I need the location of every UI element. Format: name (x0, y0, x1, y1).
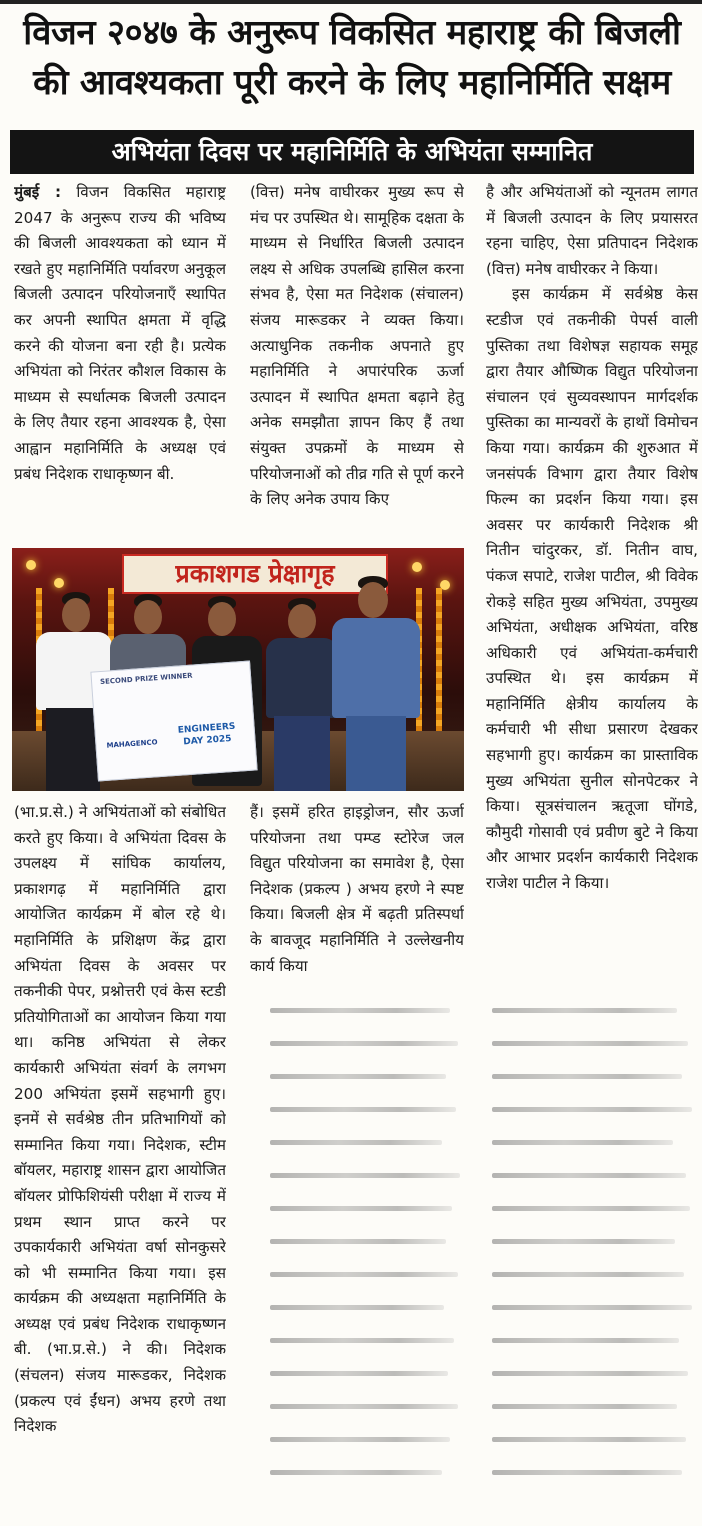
faded-text-block (492, 1008, 698, 1518)
column-2-top-text: (वित्त) मनेष वाघीरकर मुख्य रूप से मंच पर उपस्थित थे। सामूहिक दक्षता के माध्यम से निर्धारित बिजली उत्पादन लक्ष्य से अधिक उपलब्धि हासिल करना संभव है, ऐसा मत निदेशक (संचालन) संजय मारूडकर ने व्यक्त किया। अत्याधुनिक तकनीक अपनाते हुए महानिर्मिति ने अपारंपरिक ऊर्जा उत्पादन में स्थापित क्षमता बढ़ाने हेतु अनेक समझौता ज्ञापन किए हैं तथा संयुक्त उपक्रमों के माध्यम से परियोजनाओं को तीव्र गति से पूर्ण करने के लिए अनेक उपाय किए (250, 183, 464, 509)
column-2-top (250, 180, 464, 544)
top-rule (0, 0, 702, 4)
column-3-para-1: है और अभियंताओं को न्यूनतम लागत में बिजली उत्पादन के लिए प्रयासरत रहना चाहिए, ऐसा प्रतिपादन निदेशक (वित्त) मनेष वाघीरकर ने किया। (486, 183, 698, 278)
certificate-title: ENGINEERS DAY 2025 (177, 721, 236, 748)
event-photo (12, 548, 464, 791)
headline-line-1: विजन २०४७ के अनुरूप विकसित महाराष्ट्र की बिजली (23, 13, 681, 53)
column-2-bottom (250, 800, 464, 990)
column-3-para-2: इस कार्यक्रम में सर्वश्रेष्ठ केस स्टडीज एवं तकनीकी पेपर्स वाली पुस्तिका तथा विशेषज्ञ सहायक समूह द्वारा तैयार औष्णिक विद्युत परियोजना संचालन एवं सुव्यवस्थापन मार्गदर्शक पुस्तिका का मान्यवरों के हाथों विमोचन किया गया। कार्यक्रम की शुरुआत में जनसंपर्क विभाग द्वारा तैयार विशेष फिल्म का प्रदर्शन किया गया। इस अवसर पर कार्यकारी निदेशक श्री नितीन चांदुरकर, डॉ. नितीन वाघ, पंकज सपाटे, राजेश पाटील, श्री विवेक रोकड़े सहित मुख्य अभियंता, उपमुख्य अभियंता, अधीक्षक अभियंता, वरिष्ठ अधिकारी एवं अभियंता-कर्मचारी उपस्थित थे। इस कार्यक्रम में महानिर्मिति क्षेत्रीय कार्यालय के कर्मचारी भी सीधा प्रसारण देखकर सहभागी हुए। कार्यक्रम का प्रास्ताविक मुख्य अभियंता सुनील सोनपेटकर ने किया। सूत्रसंचालन ऋतूजा घोंगडे, कौमुदी गोसावी एवं प्रवीण बुटे ने किया और आभार प्रदर्शन कार्यकारी निदेशक राजेश पाटील ने किया। (486, 285, 698, 893)
column-1-bottom (14, 800, 226, 1522)
certificate-logo: MAHAGENCO (106, 738, 158, 750)
column-3 (486, 180, 698, 1000)
stage-light (412, 562, 422, 572)
column-2-bottom-text: हैं। इसमें हरित हाइड्रोजन, सौर ऊर्जा परियोजना तथा पम्प्ड स्टोरेज जल विद्युत परियोजना का समावेश है, ऐसा निदेशक (प्रकल्प ) अभय हरणे ने स्पष्ट किया। बिजली क्षेत्र में बढ़ती प्रतिस्पर्धा के बावजूद महानिर्मिति ने उल्लेखनीय कार्य किया (250, 803, 464, 975)
headline (10, 8, 694, 108)
headline-line-2: की आवश्यकता पूरी करने के लिए महानिर्मिति सक्षम (33, 63, 671, 103)
column-1-top (14, 180, 226, 544)
certificate (90, 661, 257, 782)
subheadline: अभियंता दिवस पर महानिर्मिति के अभियंता सम्मानित (10, 130, 694, 174)
column-1-bottom-text: (भा.प्र.से.) ने अभियंताओं को संबोधित करते हुए किया। वे अभियंता दिवस के उपलक्ष्य में सांघिक कार्यालय, प्रकाशगढ़ में महानिर्मिति द्वारा आयोजित कार्यक्रम में बोल रहे थे। महानिर्मिति के प्रशिक्षण केंद्र द्वारा अभियंता दिवस के अवसर पर तकनीकी पेपर, प्रश्नोत्तरी एवं केस स्टडी प्रतियोगिताओं का आयोजन किया गया था। कनिष्ठ अभियंता से लेकर कार्यकारी अभियंता संवर्ग के लगभग 200 अभियंता इसमें सहभागी हुए। इनमें से सर्वश्रेष्ठ तीन प्रतिभागियों को सम्मानित किया गया। निदेशक, स्टीम बॉयलर, महाराष्ट्र शासन द्वारा आयोजित बॉयलर प्रोफिशियंसी परीक्षा में राज्य में प्रथम स्थान प्राप्त करने पर उपकार्यकारी अभियंता वर्षा सोनकुसरे को भी सम्मानित किया गया। इस कार्यक्रम की अध्यक्षता महानिर्मिति के अध्यक्ष एवं प्रबंध निदेशक राधाकृष्णन बी. (भा.प्र.से.) ने की। निदेशक (संचलन) संजय मारूडकर, निदेशक (प्रकल्प एवं ईंधन) अभय हरणे तथा निदेशक (14, 803, 226, 1436)
column-1-top-text: विजन विकसित महाराष्ट्र 2047 के अनुरूप राज्य की भविष्य की बिजली आवश्यकता को ध्यान में रखते हुए महानिर्मिति पर्यावरण अनुकूल बिजली उत्पादन परियोजनाएँ स्थापित कर अपनी स्थापित क्षमता में वृद्धि करने की योजना बना रही है। प्रत्येक अभियंता को निरंतर कौशल विकास के माध्यम से स्पर्धात्मक बिजली उत्पादन के लिए तैयार रहना आवश्यक है, ऐसा आह्वान महानिर्मिति के अध्यक्ष एवं प्रबंध निदेशक राधाकृष्णन बी. (14, 183, 226, 483)
certificate-label: SECOND PRIZE WINNER (99, 671, 193, 687)
faded-text-block (270, 1008, 466, 1518)
dateline: मुंबई : (14, 183, 62, 201)
stage-banner: प्रकाशगड प्रेक्षागृह (122, 554, 388, 594)
stage-light (26, 560, 36, 570)
stage-light (54, 578, 64, 588)
